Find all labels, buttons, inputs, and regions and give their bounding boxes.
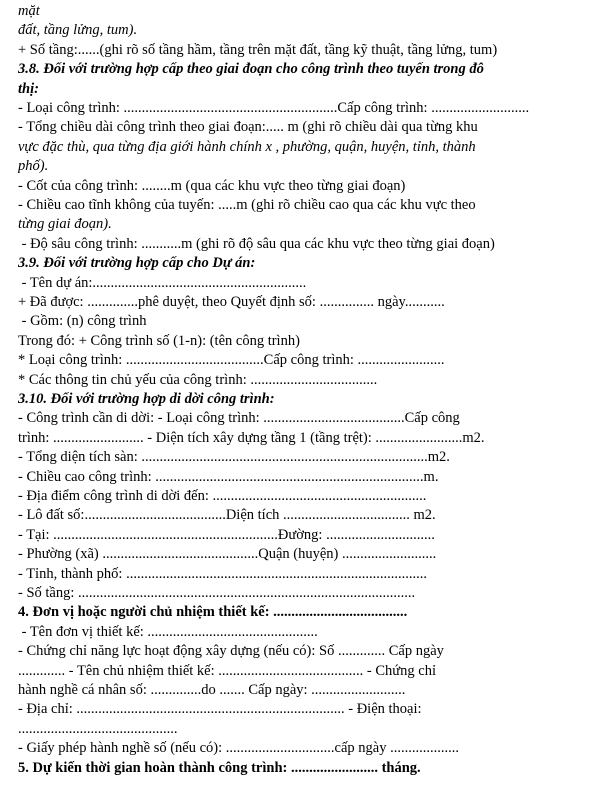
text-line: - Cốt của công trình: ........m (qua các khu vực theo từng giai đoạn) bbox=[18, 177, 406, 194]
text-line: - Tên dự án:........................................................... bbox=[18, 274, 307, 291]
text-line: đất, tầng lửng, tum). bbox=[18, 22, 138, 39]
text-line: - Lô đất số:.......................................Diện tích ................................... m2. bbox=[18, 507, 436, 524]
section-heading: 4. Đơn vị hoặc người chủ nhiệm thiết kế: ..................................... bbox=[18, 604, 408, 621]
text-line: ............................................ bbox=[18, 720, 178, 737]
text-line: - Loại công trình: ...........................................................Cấp công trình: ........................... bbox=[18, 100, 530, 116]
text-line: - Độ sâu công trình: ...........m (ghi rõ độ sâu qua các khu vực theo từng giai đoạn) bbox=[18, 235, 495, 252]
text-line: - Tổng chiều dài công trình theo giai đoạn:..... m (ghi rõ chiều dài qua từng khu bbox=[18, 119, 478, 136]
text-line: + Số tầng:......(ghi rõ số tầng hầm, tầng trên mặt đất, tầng kỹ thuật, tầng lửng, tum) bbox=[18, 41, 498, 58]
text-line: * Các thông tin chủ yếu của công trình: ................................... bbox=[18, 371, 378, 388]
text-line: - Chiều cao công trình: ..........................................................................m. bbox=[18, 468, 439, 485]
text-line: vực đặc thù, qua từng địa giới hành chính x , phường, quận, huyện, tỉnh, thành bbox=[18, 138, 476, 155]
text-line: phố). bbox=[18, 158, 49, 175]
text-line: - Giấy phép hành nghề số (nếu có): ..............................cấp ngày ................... bbox=[18, 740, 459, 757]
section-heading: 3.10. Đối với trường hợp di dời công trình: bbox=[18, 391, 275, 407]
text-line: - Địa chỉ: .......................................................................... - Điện thoại: bbox=[18, 701, 422, 718]
text-line: trình: ......................... - Diện tích xây dựng tầng 1 (tầng trệt): ........................m2. bbox=[18, 429, 485, 446]
text-line: hành nghề cá nhân số: ..............do ....... Cấp ngày: .......................... bbox=[18, 682, 406, 698]
section-heading: 5. Dự kiến thời gian hoàn thành công trình: ........................ tháng. bbox=[18, 759, 421, 776]
section-heading: 3.8. Đối với trường hợp cấp theo giai đoạn cho công trình theo tuyến trong đô bbox=[18, 61, 484, 78]
section-heading: thị: bbox=[18, 80, 39, 97]
text-line: - Địa điểm công trình di dời đến: ........................................................... bbox=[18, 488, 427, 504]
text-line: mặt bbox=[18, 3, 40, 19]
text-line: - Chiều cao tĩnh không của tuyến: .....m (ghi rõ chiều cao qua các khu vực theo bbox=[18, 197, 476, 213]
text-line: - Gồm: (n) công trình bbox=[18, 313, 147, 330]
text-line: - Công trình cần di dời: - Loại công trình: .......................................Cấp công bbox=[18, 410, 460, 427]
text-line: - Số tầng: ............................................................................................. bbox=[18, 585, 416, 601]
text-line: - Phường (xã) ...........................................Quận (huyện) .......................... bbox=[18, 546, 437, 563]
text-line: từng giai đoạn). bbox=[18, 216, 112, 233]
text-line: * Loại công trình: ......................................Cấp công trình: ........................ bbox=[18, 352, 445, 369]
text-line: - Tên đơn vị thiết kế: ............................................... bbox=[18, 623, 318, 640]
text-line: - Tổng diện tích sàn: ...............................................................................m2. bbox=[18, 449, 450, 466]
text-line: + Đã được: ..............phê duyệt, theo Quyết định số: ............... ngày........... bbox=[18, 294, 445, 310]
text-line: - Chứng chỉ năng lực hoạt động xây dựng (nếu có): Số ............. Cấp ngày bbox=[18, 643, 444, 660]
text-line: ............. - Tên chủ nhiệm thiết kế: ........................................ - Chứng chỉ bbox=[18, 662, 436, 679]
text-line: - Tỉnh, thành phố: ................................................................................... bbox=[18, 565, 427, 582]
section-heading: 3.9. Đối với trường hợp cấp cho Dự án: bbox=[18, 255, 256, 272]
text-line: - Tại: ..............................................................Đường: .............................. bbox=[18, 526, 435, 543]
text-line: Trong đó: + Công trình số (1-n): (tên công trình) bbox=[18, 332, 300, 349]
